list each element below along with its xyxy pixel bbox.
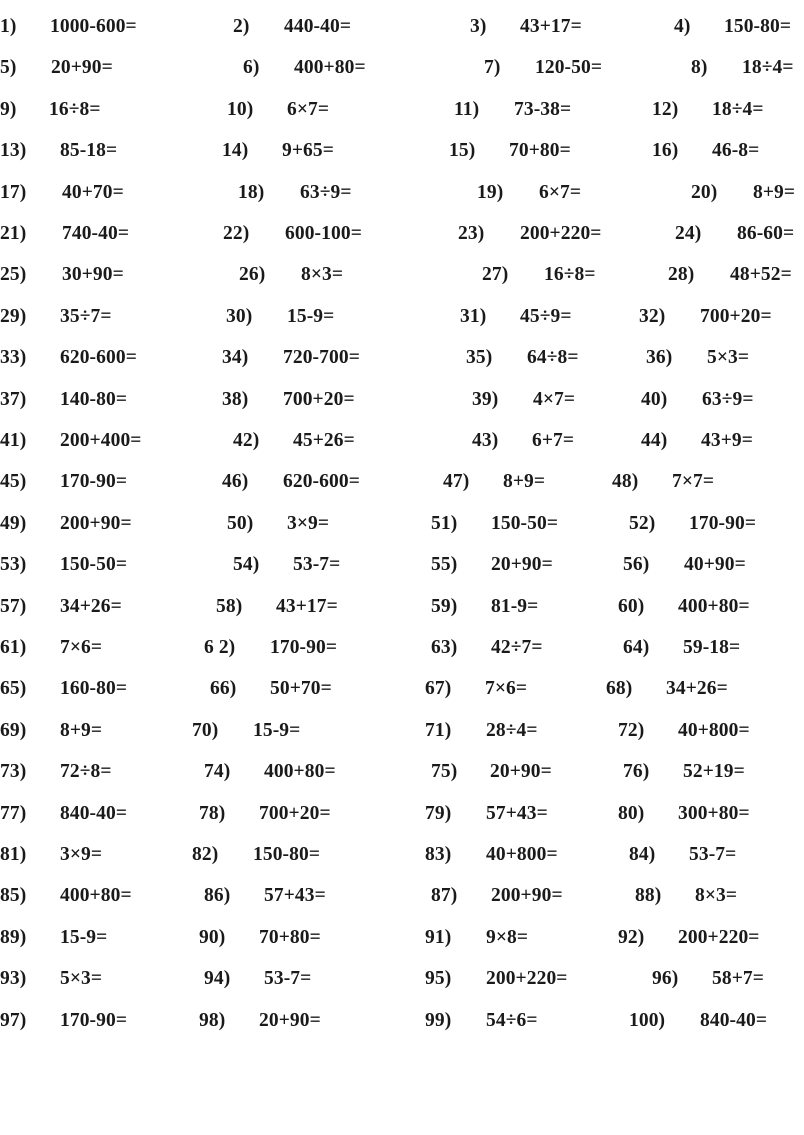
problem-expression: 200+90= [60,512,132,534]
problem-number: 95) [425,968,452,990]
problem-expression: 16÷8= [544,264,596,286]
problem-expression: 150-80= [724,16,792,37]
problem-number: 56) [623,554,650,576]
problem-number: 86) [204,885,231,907]
problem-expression: 48+52= [730,264,792,286]
problem-expression: 7×6= [485,678,528,700]
problem-expression: 30+90= [62,264,124,286]
problem-number: 22) [223,223,250,244]
problem-number: 24) [675,223,702,244]
problem-expression: 200+220= [678,926,760,948]
problem-number: 4) [674,16,691,37]
problem-number: 77) [0,802,27,824]
problem-expression: 170-90= [270,637,338,658]
problem-number: 21) [0,223,27,244]
problem-row [0,343,804,373]
problem-number: 14) [222,140,249,162]
problem-expression: 15-9= [60,926,108,948]
problem-row [0,923,804,953]
problem-number: 60) [618,595,645,617]
problem-number: 27) [482,264,509,286]
problem-number: 18) [238,181,265,203]
problem-number: 83) [425,844,452,865]
problem-expression: 620-600= [283,471,360,493]
problem-number: 90) [199,926,226,948]
problem-number: 42) [233,430,260,451]
problem-number: 70) [192,719,219,741]
problem-number: 31) [460,305,487,327]
problem-number: 61) [0,637,27,658]
problem-number: 66) [210,678,237,700]
problem-number: 25) [0,264,27,286]
problem-row [0,799,804,829]
problem-row [0,12,804,42]
problem-expression: 7×7= [672,471,715,493]
problem-number: 49) [0,512,27,534]
problem-number: 51) [431,512,458,534]
problem-number: 96) [652,968,679,990]
problem-expression: 3×9= [287,512,330,534]
problem-expression: 59-18= [683,637,741,658]
problem-expression: 63÷9= [702,388,754,410]
problem-number: 45) [0,471,27,493]
problem-number: 13) [0,140,27,162]
problem-expression: 170-90= [689,512,757,534]
problem-expression: 73-38= [514,98,572,120]
problem-expression: 6×7= [287,98,330,120]
problem-expression: 840-40= [60,802,128,824]
problem-expression: 120-50= [535,57,603,79]
problem-row [0,95,804,125]
problem-row [0,964,804,994]
problem-number: 6 2) [204,637,236,658]
problem-number: 23) [458,223,485,244]
problem-number: 35) [466,347,493,369]
problem-expression: 45+26= [293,430,355,451]
problem-expression: 85-18= [60,140,118,162]
problem-expression: 50+70= [270,678,332,700]
problem-expression: 9×8= [486,926,529,948]
problem-number: 12) [652,98,679,120]
problem-expression: 58+7= [712,968,764,990]
problem-number: 33) [0,347,27,369]
problem-number: 17) [0,181,27,203]
problem-number: 39) [472,388,499,410]
problem-expression: 160-80= [60,678,128,700]
problem-expression: 400+80= [264,761,336,783]
problem-number: 75) [431,761,458,783]
problem-number: 36) [646,347,673,369]
problem-expression: 5×3= [707,347,750,369]
problem-expression: 43+17= [520,16,582,37]
problem-row [0,550,804,580]
problem-expression: 63÷9= [300,181,352,203]
problem-row [0,219,804,249]
problem-expression: 200+220= [486,968,568,990]
problem-expression: 8+9= [503,471,546,493]
problem-number: 88) [635,885,662,907]
problem-expression: 53-7= [293,554,341,576]
problem-number: 47) [443,471,470,493]
problem-number: 41) [0,430,27,451]
problem-number: 72) [618,719,645,741]
problem-number: 3) [470,16,487,37]
problem-number: 29) [0,305,27,327]
problem-row [0,260,804,290]
problem-number: 94) [204,968,231,990]
problem-expression: 440-40= [284,16,352,37]
problem-expression: 8+9= [60,719,103,741]
problem-row [0,840,804,870]
problem-number: 91) [425,926,452,948]
problem-number: 68) [606,678,633,700]
problem-row [0,592,804,622]
problem-expression: 52+19= [683,761,745,783]
problem-number: 79) [425,802,452,824]
problem-number: 46) [222,471,249,493]
problem-expression: 20+90= [490,761,552,783]
problem-number: 63) [431,637,458,658]
problem-row [0,302,804,332]
problem-expression: 8+9= [753,181,796,203]
problem-number: 10) [227,98,254,120]
problem-number: 87) [431,885,458,907]
problem-expression: 200+220= [520,223,602,244]
problem-number: 52) [629,512,656,534]
problem-expression: 40+90= [684,554,746,576]
problem-expression: 81-9= [491,595,539,617]
problem-number: 6) [243,57,260,79]
problem-expression: 1000-600= [50,16,137,37]
problem-expression: 150-50= [60,554,128,576]
problem-number: 44) [641,430,668,451]
problem-expression: 600-100= [285,223,362,244]
problem-expression: 400+80= [678,595,750,617]
problem-number: 5) [0,57,17,79]
problem-number: 84) [629,844,656,865]
problem-number: 50) [227,512,254,534]
problem-expression: 40+800= [678,719,750,741]
problem-expression: 720-700= [283,347,360,369]
problem-expression: 72÷8= [60,761,112,783]
problem-expression: 700+20= [259,802,331,824]
problem-number: 11) [454,98,480,120]
problem-expression: 3×9= [60,844,103,865]
problem-number: 43) [472,430,499,451]
problem-number: 15) [449,140,476,162]
problem-number: 9) [0,98,17,120]
problem-number: 2) [233,16,250,37]
problem-expression: 400+80= [294,57,366,79]
problem-number: 82) [192,844,219,865]
problem-expression: 46-8= [712,140,760,162]
problem-number: 32) [639,305,666,327]
problem-number: 74) [204,761,231,783]
problem-expression: 43+9= [701,430,753,451]
problem-row [0,467,804,497]
problem-expression: 70+80= [509,140,571,162]
problem-expression: 150-50= [491,512,559,534]
problem-expression: 700+20= [700,305,772,327]
problem-number: 71) [425,719,452,741]
problem-number: 76) [623,761,650,783]
problem-row [0,757,804,787]
problem-expression: 20+90= [51,57,113,79]
problem-expression: 57+43= [486,802,548,824]
problem-number: 64) [623,637,650,658]
problem-number: 40) [641,388,668,410]
problem-expression: 16÷8= [49,98,101,120]
problem-expression: 140-80= [60,388,128,410]
problem-expression: 400+80= [60,885,132,907]
problem-number: 97) [0,1009,27,1031]
problem-expression: 4×7= [533,388,576,410]
problem-number: 8) [691,57,708,79]
problem-number: 55) [431,554,458,576]
problem-number: 93) [0,968,27,990]
problem-number: 19) [477,181,504,203]
problem-expression: 34+26= [60,595,122,617]
problem-expression: 150-80= [253,844,321,865]
problem-expression: 53-7= [264,968,312,990]
problem-expression: 18÷4= [712,98,764,120]
problem-expression: 840-40= [700,1009,768,1031]
problem-number: 38) [222,388,249,410]
problem-expression: 43+17= [276,595,338,617]
problem-expression: 6+7= [532,430,575,451]
problem-number: 99) [425,1009,452,1031]
problem-row [0,136,804,166]
problem-expression: 70+80= [259,926,321,948]
problem-expression: 200+400= [60,430,142,451]
problem-number: 34) [222,347,249,369]
problem-expression: 40+800= [486,844,558,865]
problem-number: 69) [0,719,27,741]
problem-expression: 9+65= [282,140,334,162]
problem-number: 26) [239,264,266,286]
problem-expression: 28÷4= [486,719,538,741]
problem-expression: 170-90= [60,471,128,493]
problem-expression: 20+90= [491,554,553,576]
problem-number: 73) [0,761,27,783]
problem-expression: 86-60= [737,223,795,244]
problem-expression: 200+90= [491,885,563,907]
problem-number: 98) [199,1009,226,1031]
problem-number: 65) [0,678,27,700]
problem-number: 59) [431,595,458,617]
problem-number: 78) [199,802,226,824]
problem-expression: 64÷8= [527,347,579,369]
problem-row [0,1006,804,1036]
problem-expression: 700+20= [283,388,355,410]
problem-row [0,633,804,663]
problem-number: 1) [0,16,17,37]
problem-number: 100) [629,1009,666,1031]
problem-expression: 20+90= [259,1009,321,1031]
problem-number: 67) [425,678,452,700]
problem-expression: 740-40= [62,223,130,244]
problem-row [0,674,804,704]
problem-number: 7) [484,57,501,79]
problem-number: 30) [226,305,253,327]
problem-row [0,426,804,456]
problem-expression: 620-600= [60,347,137,369]
problem-expression: 15-9= [253,719,301,741]
problem-number: 16) [652,140,679,162]
problem-number: 85) [0,885,27,907]
problem-expression: 8×3= [301,264,344,286]
problem-number: 81) [0,844,27,865]
problem-expression: 54÷6= [486,1009,538,1031]
problem-number: 58) [216,595,243,617]
problem-number: 20) [691,181,718,203]
problem-expression: 300+80= [678,802,750,824]
problem-number: 37) [0,388,27,410]
problem-row [0,509,804,539]
problem-expression: 18÷4= [742,57,794,79]
problem-row [0,385,804,415]
problem-expression: 34+26= [666,678,728,700]
problem-number: 54) [233,554,260,576]
problem-expression: 53-7= [689,844,737,865]
problem-expression: 40+70= [62,181,124,203]
problem-expression: 15-9= [287,305,335,327]
problem-expression: 5×3= [60,968,103,990]
problem-number: 48) [612,471,639,493]
problem-number: 57) [0,595,27,617]
problem-number: 89) [0,926,27,948]
problem-number: 28) [668,264,695,286]
problem-expression: 45÷9= [520,305,572,327]
problem-number: 80) [618,802,645,824]
problem-expression: 57+43= [264,885,326,907]
problem-expression: 42÷7= [491,637,543,658]
problem-expression: 8×3= [695,885,738,907]
problem-row [0,716,804,746]
problem-row [0,53,804,83]
problem-row [0,881,804,911]
problem-number: 53) [0,554,27,576]
problem-number: 92) [618,926,645,948]
problem-expression: 7×6= [60,637,103,658]
problem-expression: 6×7= [539,181,582,203]
problem-row [0,178,804,208]
problem-expression: 170-90= [60,1009,128,1031]
problem-expression: 35÷7= [60,305,112,327]
